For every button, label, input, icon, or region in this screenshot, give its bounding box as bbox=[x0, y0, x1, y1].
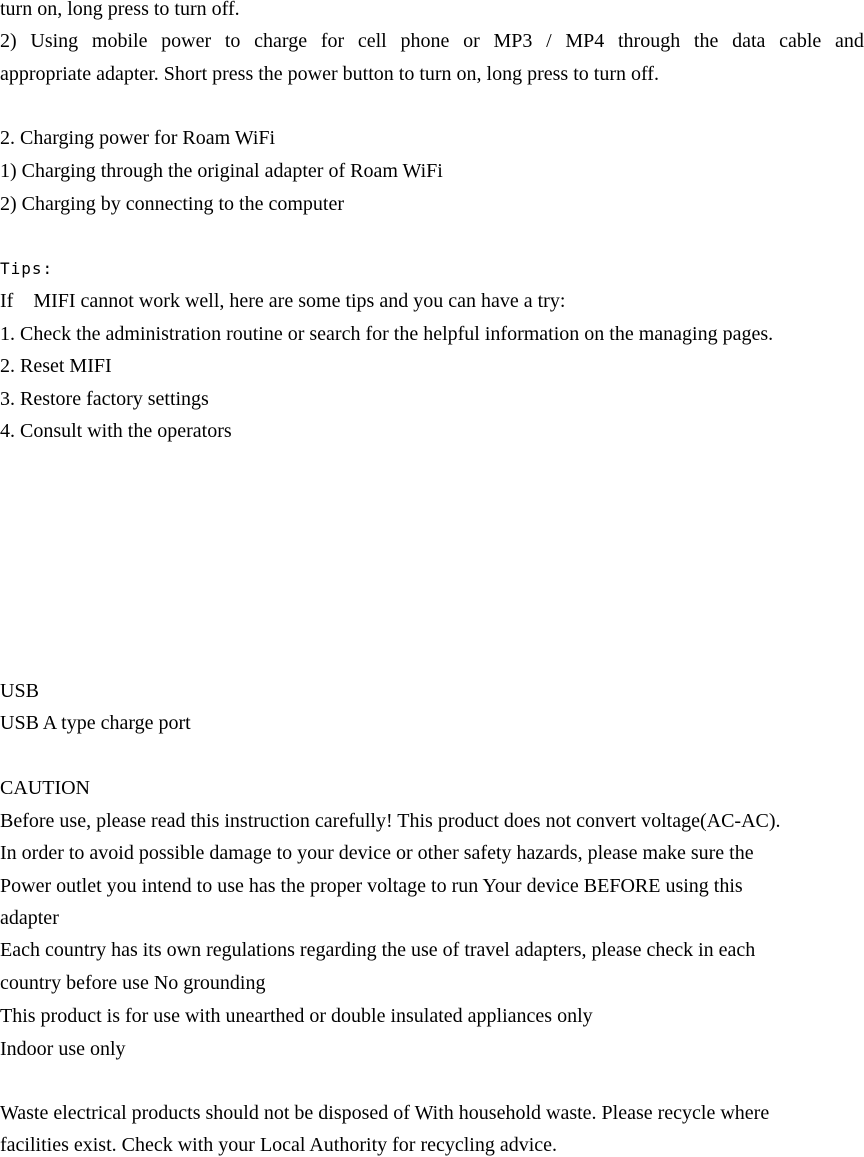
tip-item: 2. Reset MIFI bbox=[0, 355, 112, 377]
word: through bbox=[617, 30, 681, 52]
tip-item: 4. Consult with the operators bbox=[0, 420, 232, 442]
caution-line: Indoor use only bbox=[0, 1038, 126, 1060]
word: 2) bbox=[0, 30, 17, 52]
tip-item: 1. Check the administration routine or search for the helpful information on the managing pages. bbox=[0, 323, 774, 345]
caution-line: Power outlet you intend to use has the proper voltage to run Your device BEFORE using this bbox=[0, 875, 743, 897]
caution-line: In order to avoid possible damage to your device or other safety hazards, please make sure the bbox=[0, 842, 754, 864]
caution-line: This product is for use with unearthed or double insulated appliances only bbox=[0, 1005, 593, 1027]
word: MP3 bbox=[493, 30, 533, 52]
tips-intro: If MIFI cannot work well, here are some tips and you can have a try: bbox=[0, 290, 566, 312]
word: cell bbox=[357, 30, 387, 52]
usb-title: USB bbox=[0, 680, 39, 702]
word: to bbox=[224, 30, 241, 52]
word: or bbox=[463, 30, 480, 52]
caution-line: Before use, please read this instruction carefully! This product does not convert voltage(AC-AC). bbox=[0, 810, 781, 832]
charging-item-adapter: 1) Charging through the original adapter of Roam WiFi bbox=[0, 160, 443, 182]
caution-title: CAUTION bbox=[0, 777, 90, 799]
word: cable bbox=[779, 30, 822, 52]
caution-line: Each country has its own regulations regarding the use of travel adapters, please check in each bbox=[0, 939, 756, 961]
charging-item-computer: 2) Charging by connecting to the computer bbox=[0, 193, 344, 215]
word: data bbox=[732, 30, 766, 52]
caution-line: country before use No grounding bbox=[0, 972, 266, 994]
word: mobile bbox=[91, 30, 148, 52]
word: and bbox=[835, 30, 864, 52]
tip-item: 3. Restore factory settings bbox=[0, 388, 209, 410]
word: for bbox=[320, 30, 345, 52]
mobile-power-line bbox=[0, 29, 864, 53]
word: charge bbox=[254, 30, 308, 52]
word: MP4 bbox=[565, 30, 605, 52]
usb-description: USB A type charge port bbox=[0, 712, 191, 734]
caution-line: adapter bbox=[0, 907, 59, 929]
waste-line: facilities exist. Check with your Local Authority for recycling advice. bbox=[0, 1134, 558, 1156]
waste-line: Waste electrical products should not be disposed of With household waste. Please recycle where bbox=[0, 1102, 770, 1124]
tips-label: Tips: bbox=[0, 259, 54, 278]
charging-heading: 2. Charging power for Roam WiFi bbox=[0, 127, 276, 149]
word: phone bbox=[400, 30, 450, 52]
word: Using bbox=[30, 30, 79, 52]
word: the bbox=[693, 30, 719, 52]
power-on-text: turn on, long press to turn off. bbox=[0, 0, 240, 20]
word: power bbox=[161, 30, 212, 52]
adapter-text: appropriate adapter. Short press the power button to turn on, long press to turn off. bbox=[0, 63, 659, 85]
word: / bbox=[546, 30, 552, 52]
